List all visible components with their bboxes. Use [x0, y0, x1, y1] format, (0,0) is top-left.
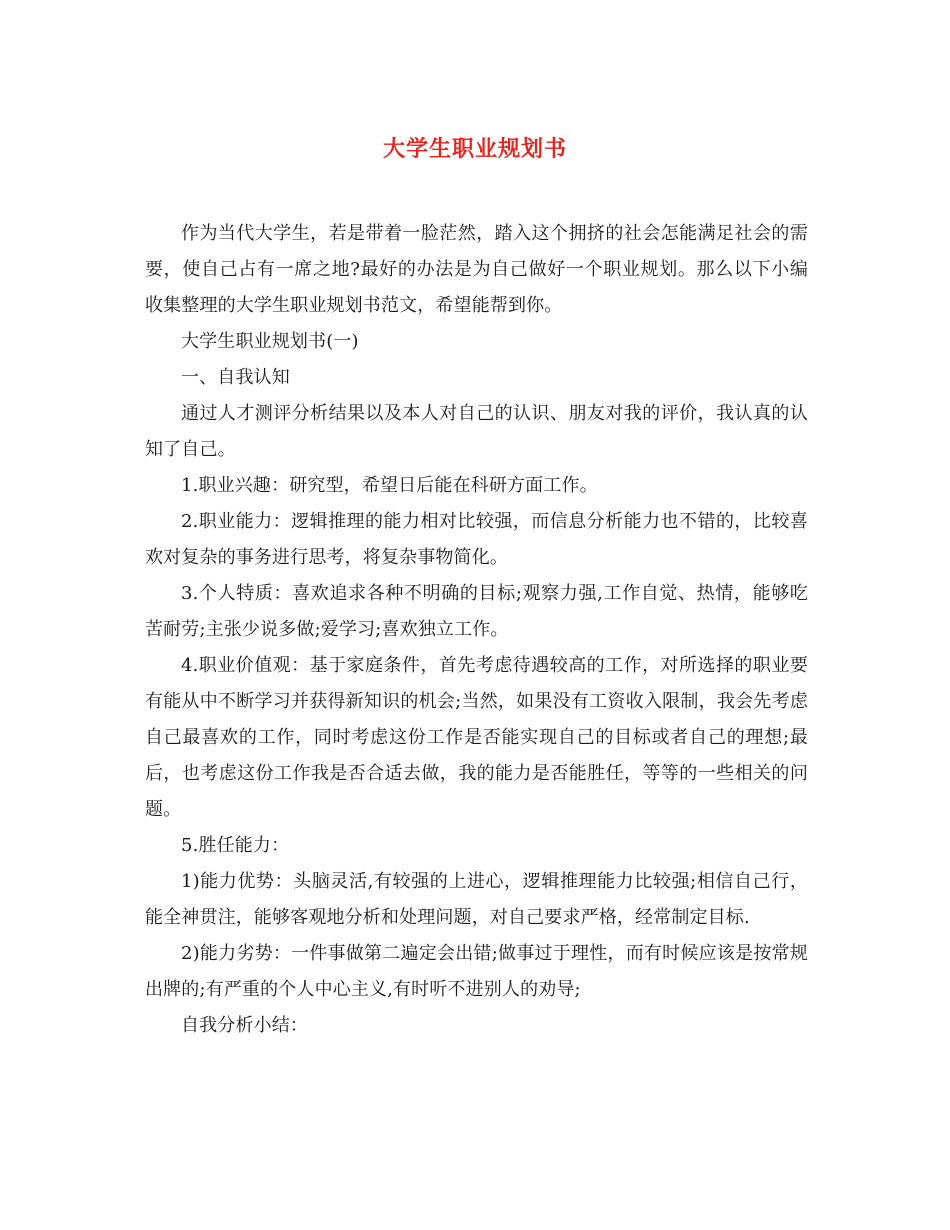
paragraph-summary-heading: 自我分析小结：: [181, 1015, 309, 1036]
paragraph-career-values: 4.职业价值观：基于家庭条件，首先考虑待遇较高的工作，对所选择的职业要有能从中不断学习并获得新知识的机会;当然，如果没有工资收入限制，我会先考虑自己最喜欢的工作，同时考虑这份工作是否能实现自己的目标或者自己的理想;最后，也考虑这份工作我是否合适去做，我的能力是否能胜任，等等的一些相关的问题。: [145, 655, 808, 820]
paragraph-self-cognition: 通过人才测评分析结果以及本人对自己的认识、朋友对我的评价，我认真的认知了自己。: [145, 403, 808, 460]
paragraph-intro: 作为当代大学生，若是带着一脸茫然，踏入这个拥挤的社会怎能满足社会的需要，使自己占有一席之地?最好的办法是为自己做好一个职业规划。那么以下小编收集整理的大学生职业规划书范文，希望能帮到你。: [145, 223, 808, 316]
document-title: 大学生职业规划书: [382, 136, 567, 162]
paragraph-competence: 5.胜任能力：: [181, 835, 290, 856]
document-body: [145, 216, 808, 1044]
paragraph-strengths: 1)能力优势：头脑灵活,有较强的上进心，逻辑推理能力比较强;相信自己行，能全神贯注，能够客观地分析和处理问题，对自己要求严格，经常制定目标.: [145, 871, 808, 928]
paragraph-career-ability: 2.职业能力：逻辑推理的能力相对比较强，而信息分析能力也不错的，比较喜欢对复杂的事务进行思考，将复杂事物简化。: [145, 511, 808, 568]
paragraph-career-interest: 1.职业兴趣：研究型，希望日后能在科研方面工作。: [181, 475, 598, 496]
paragraph-section-heading: 大学生职业规划书(一): [181, 331, 359, 352]
paragraph-weaknesses: 2)能力劣势：一件事做第二遍定会出错;做事过于理性，而有时候应该是按常规出牌的;有严重的个人中心主义,有时听不进别人的劝导;: [145, 943, 808, 1000]
paragraph-personal-traits: 3.个人特质：喜欢追求各种不明确的目标;观察力强,工作自觉、热情，能够吃苦耐劳;主张少说多做;爱学习;喜欢独立工作。: [145, 583, 808, 640]
paragraph-self-cognition-heading: 一、自我认知: [181, 367, 290, 388]
